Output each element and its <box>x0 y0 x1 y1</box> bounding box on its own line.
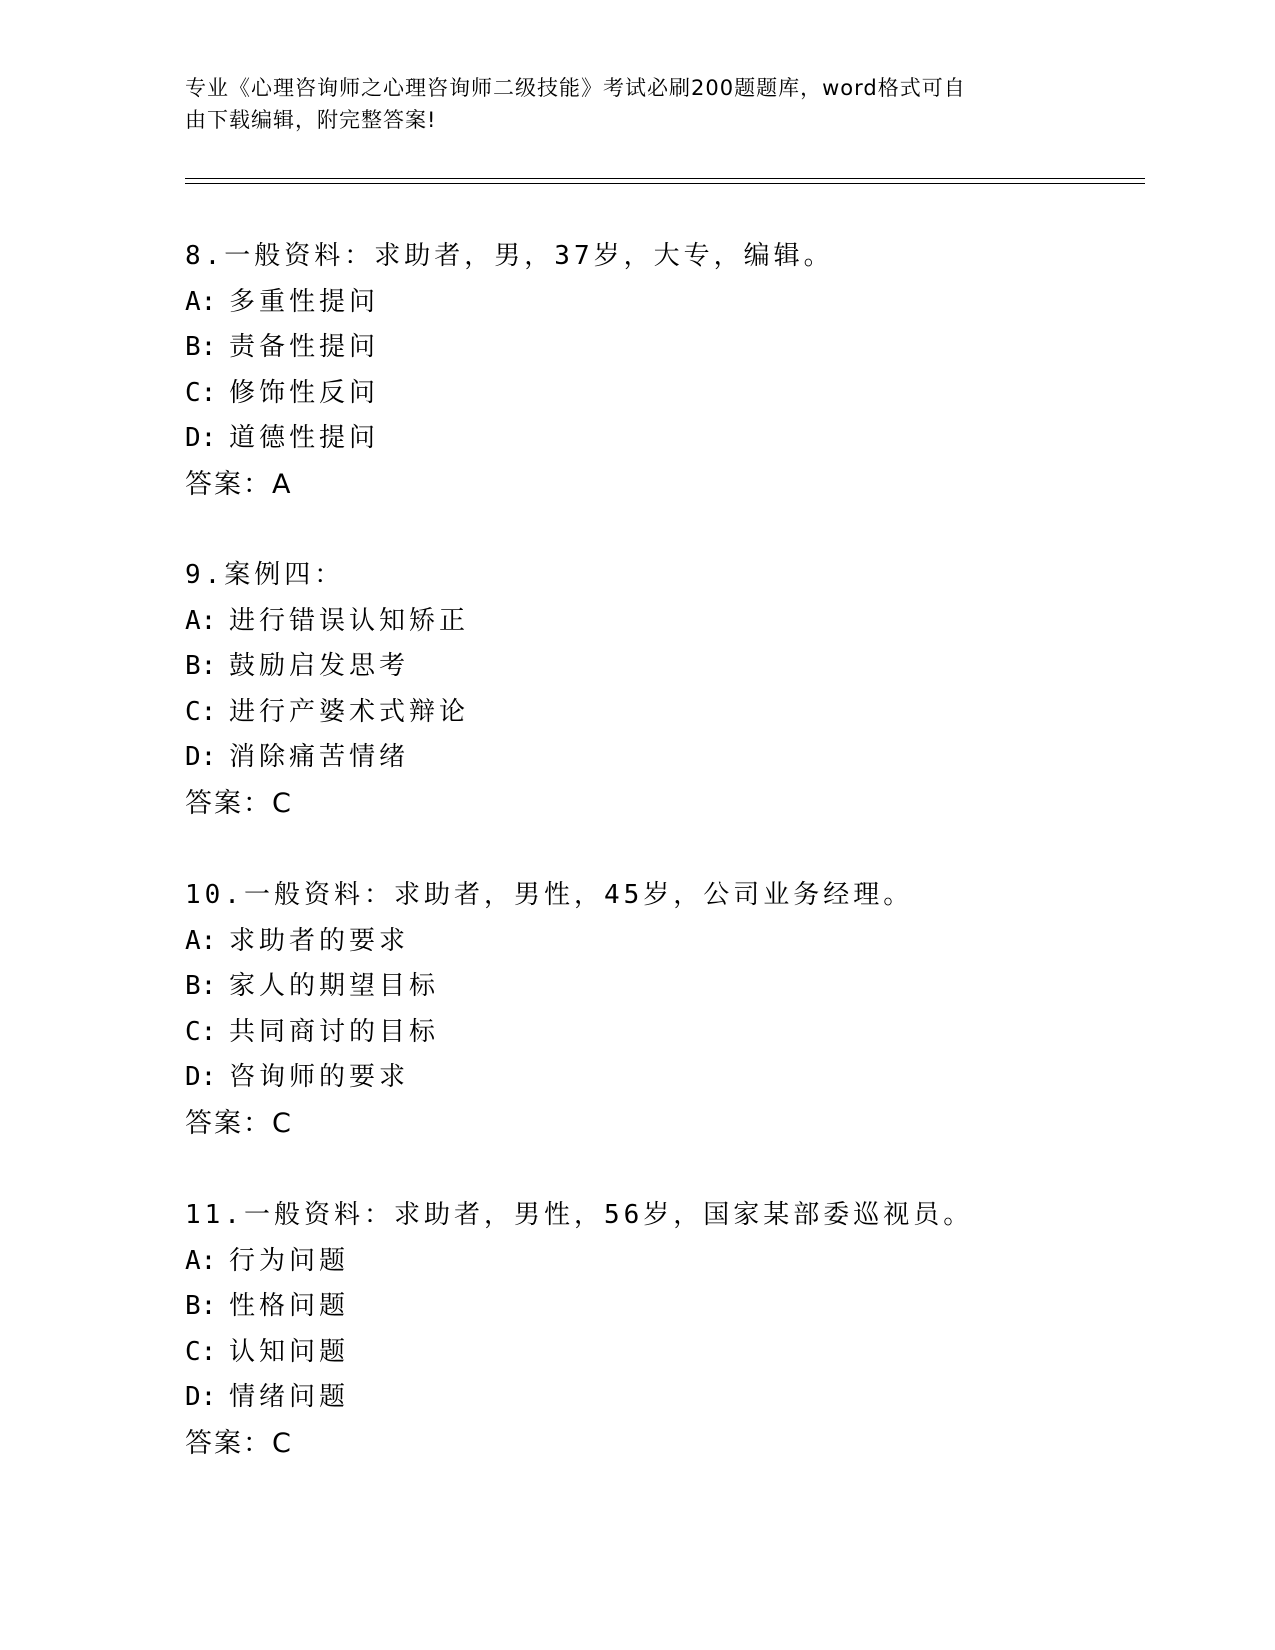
option-letter: C: <box>185 696 217 727</box>
option-text: 求助者的要求 <box>229 925 410 956</box>
option-text: 共同商讨的目标 <box>229 1016 440 1047</box>
option-text: 家人的期望目标 <box>229 971 440 1001</box>
option-letter: C: <box>185 377 217 408</box>
answer-value: C <box>272 787 293 819</box>
option-d <box>185 1055 1085 1101</box>
answer-value: A <box>272 468 293 500</box>
option-letter: D: <box>185 423 217 453</box>
answer-line <box>185 781 1085 827</box>
answer-line <box>185 1101 1085 1147</box>
option-c <box>185 690 1085 736</box>
option-letter: A: <box>185 1245 217 1276</box>
question-10 <box>185 873 1085 1146</box>
option-c <box>185 1330 1085 1376</box>
answer-line <box>185 462 1085 508</box>
option-text: 性格问题 <box>229 1291 350 1321</box>
option-b <box>185 1284 1085 1330</box>
header-divider-bottom <box>185 183 1145 184</box>
option-text: 行为问题 <box>229 1245 350 1276</box>
option-b <box>185 644 1085 690</box>
option-a <box>185 919 1085 965</box>
option-text: 多重性提问 <box>229 286 380 317</box>
option-d <box>185 735 1085 781</box>
option-text: 进行产婆术式辩论 <box>229 696 470 727</box>
question-9 <box>185 553 1085 826</box>
document-header <box>185 72 1065 136</box>
option-letter: B: <box>185 1291 217 1321</box>
option-a <box>185 280 1085 326</box>
answer-label: 答案： <box>185 1107 272 1139</box>
option-c <box>185 371 1085 417</box>
option-letter: B: <box>185 651 217 681</box>
option-text: 修饰性反问 <box>229 377 380 408</box>
option-letter: A: <box>185 605 217 636</box>
option-letter: D: <box>185 1382 217 1412</box>
option-letter: D: <box>185 742 217 772</box>
question-stem: 10.一般资料：求助者，男性，45岁，公司业务经理。 <box>185 880 914 910</box>
answer-value: C <box>272 1107 293 1139</box>
question-stem: 11.一般资料：求助者，男性，56岁，国家某部委巡视员。 <box>185 1200 974 1230</box>
option-a <box>185 599 1085 645</box>
option-text: 认知问题 <box>229 1336 350 1367</box>
option-text: 进行错误认知矫正 <box>229 605 470 636</box>
option-letter: C: <box>185 1336 217 1367</box>
question-stem: 8.一般资料：求助者，男，37岁，大专，编辑。 <box>185 241 834 271</box>
option-letter: B: <box>185 332 217 362</box>
answer-value: C <box>272 1427 293 1459</box>
answer-label: 答案： <box>185 1427 272 1459</box>
option-c <box>185 1010 1085 1056</box>
header-divider-top <box>185 178 1145 179</box>
header-line-1: 专业《心理咨询师之心理咨询师二级技能》考试必刷200题题库，word格式可自 <box>185 76 966 100</box>
option-b <box>185 964 1085 1010</box>
option-letter: B: <box>185 971 217 1001</box>
option-text: 鼓励启发思考 <box>229 651 410 681</box>
option-text: 咨询师的要求 <box>229 1062 410 1092</box>
answer-label: 答案： <box>185 468 272 500</box>
option-text: 道德性提问 <box>229 423 380 453</box>
answer-line <box>185 1421 1085 1467</box>
option-text: 消除痛苦情绪 <box>229 742 410 772</box>
option-letter: C: <box>185 1016 217 1047</box>
question-stem: 9.案例四： <box>185 560 345 590</box>
option-d <box>185 416 1085 462</box>
answer-label: 答案： <box>185 787 272 819</box>
option-d <box>185 1375 1085 1421</box>
header-line-2: 由下载编辑，附完整答案! <box>185 108 437 132</box>
option-text: 责备性提问 <box>229 332 380 362</box>
option-a <box>185 1239 1085 1285</box>
option-letter: A: <box>185 286 217 317</box>
question-11 <box>185 1193 1085 1466</box>
option-text: 情绪问题 <box>229 1382 350 1412</box>
option-letter: D: <box>185 1062 217 1092</box>
question-8 <box>185 234 1085 507</box>
option-b <box>185 325 1085 371</box>
option-letter: A: <box>185 925 217 956</box>
